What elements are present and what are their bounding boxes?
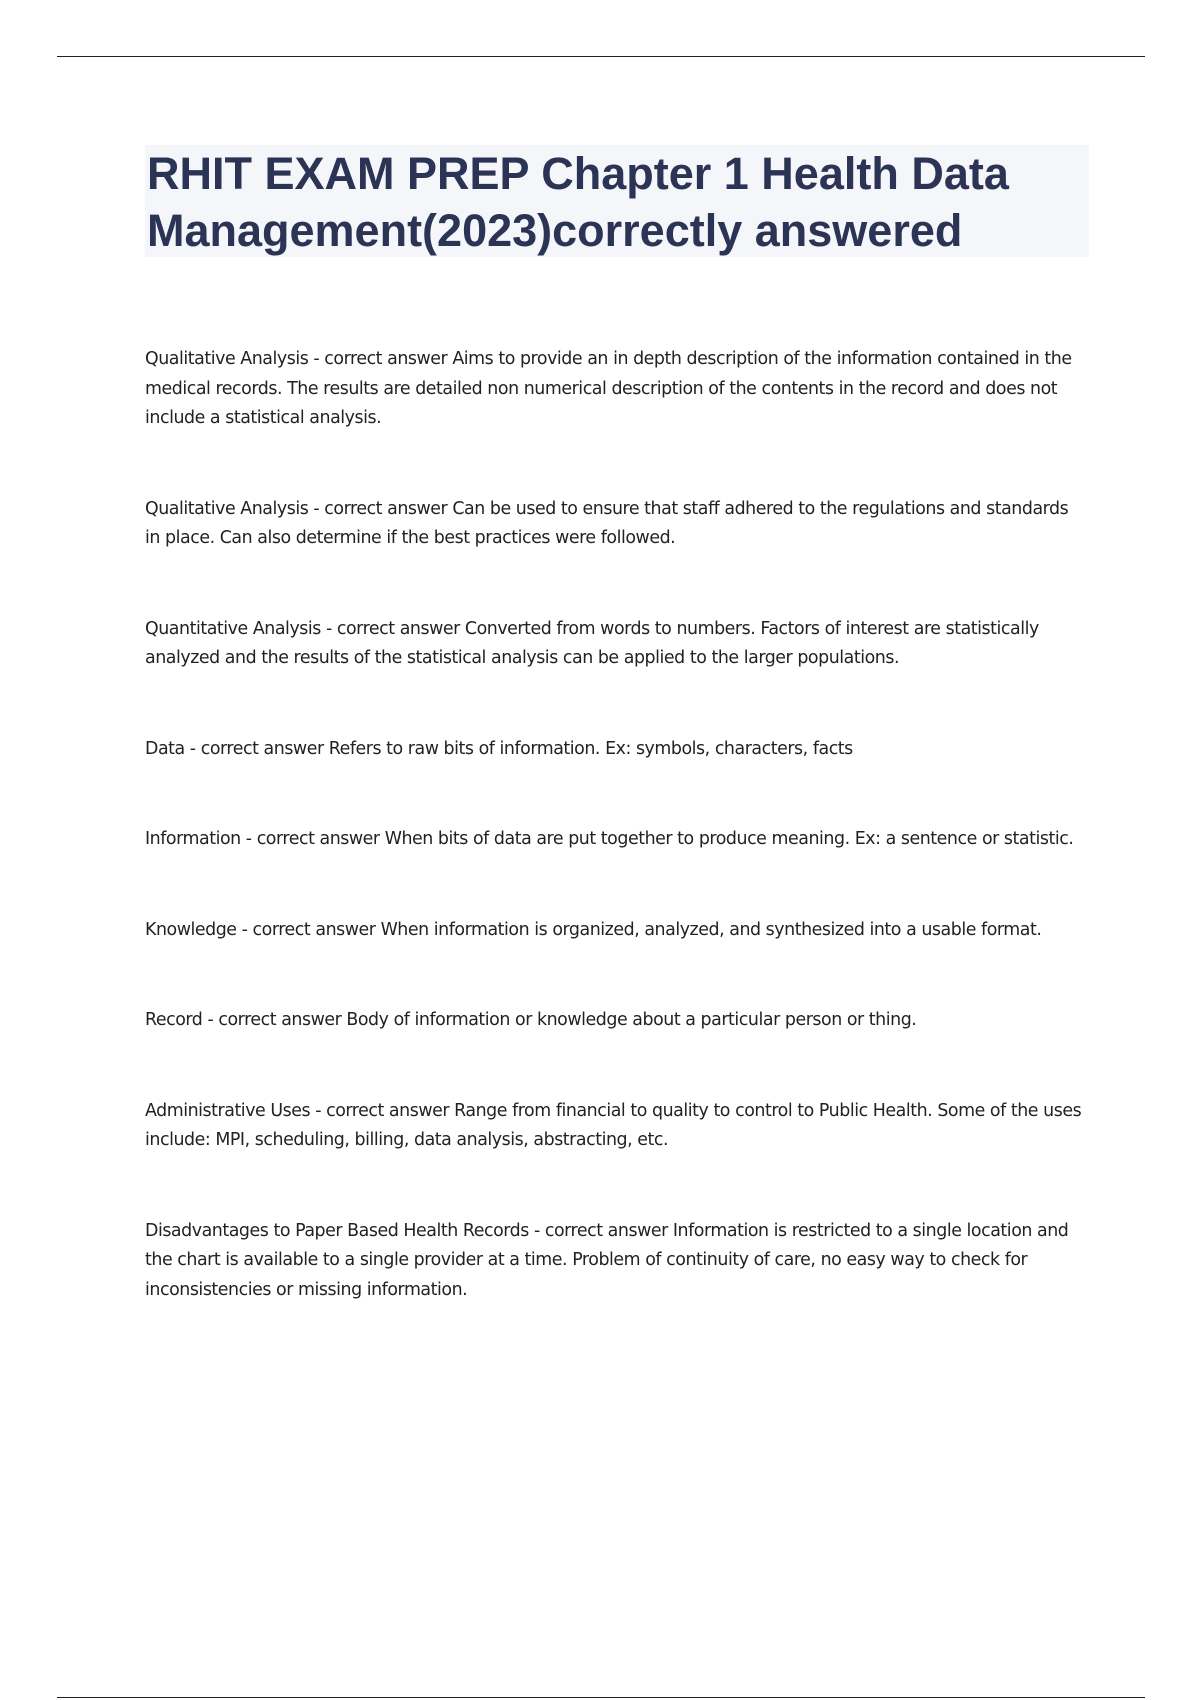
qa-entry-disadvantages-paper-records xyxy=(145,1217,1085,1306)
entry-answer: When bits of data are put together to produce meaning. Ex: a sentence or statistic. xyxy=(384,829,1074,849)
entry-answer: Range from financial to quality to control to Public Health. Some of the uses include: MPI, scheduling, billing, data analysis, abstracting, etc. xyxy=(145,1100,1082,1150)
qa-entry-knowledge xyxy=(145,916,1085,946)
entry-answer: When information is organized, analyzed, and synthesized into a usable format. xyxy=(380,919,1042,940)
entry-term: Quantitative Analysis xyxy=(145,618,321,639)
qa-entry-information xyxy=(145,825,1085,855)
entry-answer: Refers to raw bits of information. Ex: symbols, characters, facts xyxy=(328,738,853,759)
entry-answer: Body of information or knowledge about a particular person or thing. xyxy=(346,1010,917,1030)
entry-separator: - correct answer xyxy=(236,919,381,940)
qa-entry-administrative-uses xyxy=(145,1097,1085,1156)
bottom-rule xyxy=(57,1697,1145,1698)
entry-answer: Aims to provide an in depth description of the information contained in the medical records. The results are detailed non numerical description of the contents in the record and does not include a statistical analysis. xyxy=(145,349,1072,428)
entry-separator: - correct answer xyxy=(310,1100,455,1121)
entry-term: Data xyxy=(145,738,185,759)
entry-separator: - correct answer xyxy=(184,738,329,759)
entry-separator: - correct answer xyxy=(308,349,453,369)
top-rule xyxy=(57,56,1145,57)
entry-separator: - correct answer xyxy=(528,1220,673,1241)
entry-term: Qualitative Analysis xyxy=(145,498,309,519)
entry-term: Knowledge xyxy=(145,919,237,940)
entry-separator: - correct answer xyxy=(202,1010,347,1030)
entry-term: Information xyxy=(145,829,241,849)
title-block xyxy=(145,145,1089,257)
entry-term: Administrative Uses xyxy=(145,1100,311,1121)
document-title: RHIT EXAM PREP Chapter 1 Health Data Management(2023)correctly answered xyxy=(147,148,1009,256)
entry-term: Qualitative Analysis xyxy=(145,349,309,369)
qa-list xyxy=(145,345,1085,1366)
qa-entry-record xyxy=(145,1006,1085,1036)
qa-entry-qualitative-analysis-1 xyxy=(145,345,1085,434)
entry-answer: Converted from words to numbers. Factors of interest are statistically analyzed and the results of the statistical analysis can be applied to the larger populations. xyxy=(145,618,1039,668)
entry-term: Record xyxy=(145,1010,203,1030)
qa-entry-quantitative-analysis xyxy=(145,615,1085,674)
qa-entry-data xyxy=(145,735,1085,765)
entry-separator: - correct answer xyxy=(240,829,385,849)
entry-term: Disadvantages to Paper Based Health Records xyxy=(145,1220,529,1241)
entry-separator: - correct answer xyxy=(308,498,453,519)
entry-separator: - correct answer xyxy=(320,618,465,639)
entry-answer: Information is restricted to a single location and the chart is available to a single provider at a time. Problem of continuity of care, no easy way to check for inconsistencies or missing information. xyxy=(145,1220,1069,1300)
entry-answer: Can be used to ensure that staff adhered to the regulations and standards in place. Can also determine if the best practices were followed. xyxy=(145,498,1069,548)
qa-entry-qualitative-analysis-2 xyxy=(145,495,1085,554)
